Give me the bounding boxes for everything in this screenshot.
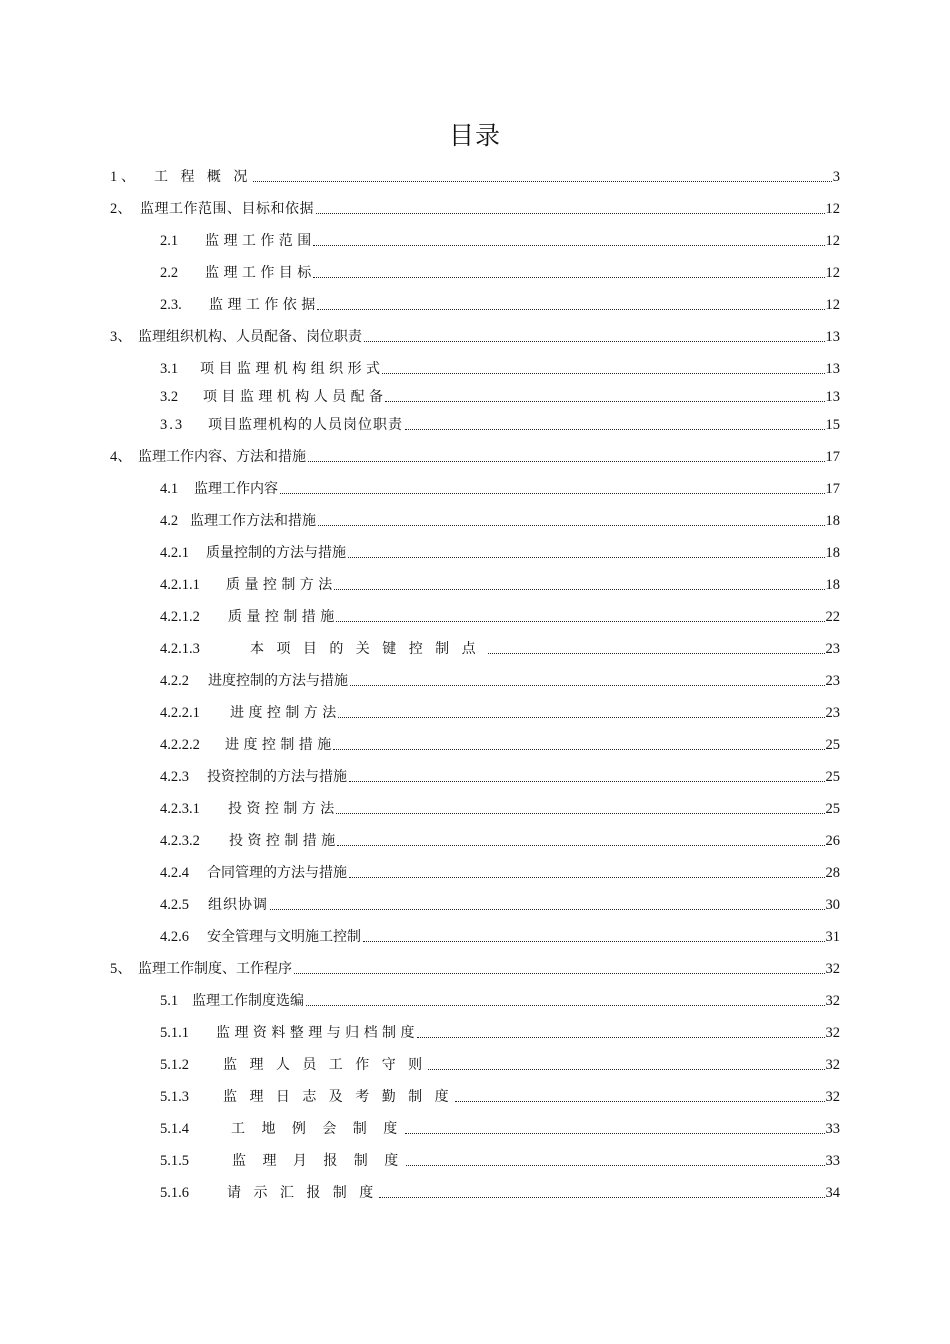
- toc-entry[interactable]: [160, 540, 840, 562]
- toc-entry-page: 28: [825, 865, 840, 881]
- toc-entry[interactable]: [160, 732, 840, 754]
- toc-leader-dots: [385, 401, 824, 402]
- toc-entry-page: 32: [825, 1057, 840, 1073]
- toc-entry[interactable]: [160, 1180, 840, 1202]
- toc-entry-page: 22: [825, 609, 840, 625]
- toc-entry-number: 4.2.5: [160, 897, 189, 913]
- toc-entry-label: 监理工作内容、方法和措施: [138, 449, 306, 465]
- toc-entry-label: 监理组织机构、人员配备、岗位职责: [138, 329, 362, 345]
- toc-entry-label: 投资控制的方法与措施: [207, 769, 347, 785]
- toc-leader-dots: [313, 277, 824, 278]
- toc-entry-page: 18: [825, 513, 840, 529]
- toc-entry[interactable]: [110, 956, 840, 978]
- toc-leader-dots: [405, 1133, 824, 1134]
- toc-entry[interactable]: [160, 1148, 840, 1170]
- toc-entry-label: 请 示 汇 报 制 度: [227, 1185, 378, 1201]
- toc-entry[interactable]: [160, 1052, 840, 1074]
- toc-entry-number: 2.1: [160, 233, 179, 249]
- toc-entry[interactable]: [110, 164, 840, 186]
- toc-leader-dots: [336, 813, 824, 814]
- toc-leader-dots: [405, 429, 825, 430]
- toc-entry-label: 质 量 控 制 方 法: [226, 577, 333, 593]
- toc-entry-label: 投 资 控 制 方 法: [228, 801, 335, 817]
- toc-entry-number: 5.1.5: [160, 1153, 189, 1169]
- toc-entry[interactable]: [160, 764, 840, 786]
- toc-entry[interactable]: [160, 892, 840, 914]
- toc-entry-label: 质量控制的方法与措施: [206, 545, 346, 561]
- toc-leader-dots: [348, 557, 825, 558]
- toc-leader-dots: [364, 341, 825, 342]
- toc-entry-number: 5、: [110, 961, 132, 977]
- toc-leader-dots: [349, 781, 825, 782]
- toc-entry[interactable]: [160, 828, 840, 850]
- toc-entry-label: 进 度 控 制 方 法: [230, 705, 337, 721]
- toc-entry-page: 12: [825, 297, 840, 313]
- toc-leader-dots: [270, 909, 825, 910]
- toc-entry[interactable]: [160, 796, 840, 818]
- toc-entry-number: 4.2.1: [160, 545, 189, 561]
- toc-entry-page: 17: [825, 481, 840, 497]
- toc-entry-label: 监理工作内容: [194, 481, 278, 497]
- toc-leader-dots: [338, 717, 824, 718]
- toc-entry-page: 32: [825, 1089, 840, 1105]
- toc-entry-page: 32: [825, 1025, 840, 1041]
- toc-entry-number: 4.1: [160, 481, 179, 497]
- toc-entry[interactable]: [160, 668, 840, 690]
- toc-entry[interactable]: [160, 988, 840, 1010]
- toc-entry[interactable]: [160, 292, 840, 314]
- toc-entry-number: 2、: [110, 201, 132, 217]
- toc-title: 目录: [448, 121, 501, 150]
- toc-entry-label: 进 度 控 制 措 施: [225, 737, 332, 753]
- toc-leader-dots: [379, 1197, 824, 1198]
- toc-entry-page: 13: [825, 329, 840, 345]
- toc-entry-number: 4.2.3.2: [160, 833, 200, 849]
- toc-entry-number: 3、: [110, 329, 132, 345]
- toc-entry-page: 12: [825, 233, 840, 249]
- toc-entry-number: 4.2.4: [160, 865, 189, 881]
- toc-entry-number: 2.2: [160, 265, 179, 281]
- toc-entry-page: 12: [825, 201, 840, 217]
- toc-entry[interactable]: [160, 412, 840, 434]
- toc-entry-number: 4.2.2.1: [160, 705, 200, 721]
- toc-entry[interactable]: [160, 356, 840, 378]
- toc-entry-number: 4.2: [160, 513, 179, 529]
- toc-entry-label: 监 理 人 员 工 作 守 则: [223, 1057, 427, 1073]
- toc-entry[interactable]: [160, 1116, 840, 1138]
- toc-entry-page: 34: [825, 1185, 840, 1201]
- toc-entry-page: 12: [825, 265, 840, 281]
- toc-entry[interactable]: [110, 444, 840, 466]
- toc-entry-page: 23: [825, 673, 840, 689]
- toc-entry-label: 合同管理的方法与措施: [207, 865, 347, 881]
- toc-entry-page: 3: [832, 169, 840, 185]
- toc-entry-page: 18: [825, 577, 840, 593]
- toc-leader-dots: [488, 653, 825, 654]
- toc-leader-dots: [455, 1101, 825, 1102]
- toc-entry[interactable]: [160, 1020, 840, 1042]
- toc-entry-label: 监 理 资 料 整 理 与 归 档 制 度: [216, 1025, 415, 1041]
- toc-leader-dots: [334, 589, 824, 590]
- toc-entry-number: 5.1.2: [160, 1057, 189, 1073]
- toc-leader-dots: [363, 941, 825, 942]
- toc-entry-label: 安全管理与文明施工控制: [207, 929, 361, 945]
- toc-leader-dots: [350, 685, 825, 686]
- toc-leader-dots: [253, 181, 831, 182]
- toc-leader-dots: [318, 525, 825, 526]
- toc-entry-number: 5.1.3: [160, 1089, 189, 1105]
- toc-entry-label: 工 程 概 况: [154, 169, 252, 185]
- toc-leader-dots: [336, 621, 824, 622]
- toc-leader-dots: [306, 1005, 825, 1006]
- toc-entry-number: 5.1: [160, 993, 179, 1009]
- toc-entry-label: 监 理 日 志 及 考 勤 制 度: [223, 1089, 453, 1105]
- toc-entry-page: 30: [825, 897, 840, 913]
- toc-leader-dots: [280, 493, 825, 494]
- toc-entry-number: 4.2.2: [160, 673, 189, 689]
- toc-entry-page: 25: [825, 737, 840, 753]
- toc-entry-label: 项目监理机构的人员岗位职责: [208, 417, 403, 433]
- toc-entry-page: 33: [825, 1153, 840, 1169]
- toc-entry-page: 26: [825, 833, 840, 849]
- toc-entry-label: 监理工作方法和措施: [190, 513, 316, 529]
- toc-leader-dots: [317, 309, 824, 310]
- toc-leader-dots: [333, 749, 824, 750]
- toc-entry[interactable]: [160, 604, 840, 626]
- toc-entry-number: 4.2.1.2: [160, 609, 200, 625]
- toc-entry-page: 32: [825, 993, 840, 1009]
- toc-entry-label: 组织协调: [208, 897, 268, 913]
- toc-leader-dots: [428, 1069, 824, 1070]
- toc-entry-number: 4.2.3: [160, 769, 189, 785]
- toc-entry[interactable]: [160, 1084, 840, 1106]
- toc-entry-number: 4.2.3.1: [160, 801, 200, 817]
- toc-entry[interactable]: [110, 324, 840, 346]
- toc-entry[interactable]: [160, 636, 840, 658]
- toc-entry-number: 4.2.1.3: [160, 641, 200, 657]
- toc-leader-dots: [349, 877, 825, 878]
- toc-entry-label: 项 目 监 理 机 构 组 织 形 式: [200, 361, 381, 377]
- toc-entry-page: 13: [825, 389, 840, 405]
- toc-entry-number: 1 、: [110, 169, 136, 185]
- toc-entry[interactable]: [160, 572, 840, 594]
- toc-entry-page: 25: [825, 769, 840, 785]
- toc-entry-page: 23: [825, 705, 840, 721]
- toc-entry[interactable]: [160, 260, 840, 282]
- toc-entry[interactable]: [160, 508, 840, 530]
- toc-entry-label: 项 目 监 理 机 构 人 员 配 备: [203, 389, 384, 405]
- toc-entry[interactable]: [160, 700, 840, 722]
- toc-entry[interactable]: [160, 228, 840, 250]
- toc-entry-page: 15: [825, 417, 840, 433]
- toc-entry[interactable]: [160, 476, 840, 498]
- toc-entry-label: 监理工作范围、目标和依据: [140, 201, 314, 217]
- toc-entry-label: 投 资 控 制 措 施: [229, 833, 336, 849]
- toc-entry[interactable]: [110, 196, 840, 218]
- toc-entry-label: 工 地 例 会 制 度: [231, 1121, 404, 1137]
- toc-entry-number: 3.2: [160, 389, 179, 405]
- toc-entry-number: 5.1.1: [160, 1025, 189, 1041]
- toc-leader-dots: [308, 461, 825, 462]
- toc-entry-number: 3.3: [160, 417, 185, 433]
- toc-entry-label: 监 理 工 作 范 围: [205, 233, 312, 249]
- toc-entry-page: 17: [825, 449, 840, 465]
- toc-leader-dots: [417, 1037, 825, 1038]
- toc-entry[interactable]: [160, 384, 840, 406]
- toc-entry-page: 25: [825, 801, 840, 817]
- toc-entry-number: 2.3.: [160, 297, 182, 313]
- toc-entry[interactable]: [160, 860, 840, 882]
- toc-entry-label: 质 量 控 制 措 施: [228, 609, 335, 625]
- toc-entry-number: 5.1.4: [160, 1121, 189, 1137]
- toc-entry-label: 进度控制的方法与措施: [208, 673, 348, 689]
- toc-leader-dots: [337, 845, 824, 846]
- toc-entry-label: 监理工作制度、工作程序: [138, 961, 292, 977]
- toc-entry-number: 4、: [110, 449, 132, 465]
- toc-entry-number: 4.2.1.1: [160, 577, 200, 593]
- toc-leader-dots: [313, 245, 824, 246]
- toc-leader-dots: [406, 1165, 824, 1166]
- toc-entry-number: 5.1.6: [160, 1185, 189, 1201]
- toc-entry-label: 监 理 工 作 目 标: [205, 265, 312, 281]
- toc-leader-dots: [294, 973, 825, 974]
- toc-entry-page: 31: [825, 929, 840, 945]
- toc-entry-label: 监 理 月 报 制 度: [232, 1153, 405, 1169]
- toc-entry-number: 4.2.6: [160, 929, 189, 945]
- toc-entry-page: 18: [825, 545, 840, 561]
- toc-entry-label: 监 理 工 作 依 据: [209, 297, 316, 313]
- toc-entry-page: 33: [825, 1121, 840, 1137]
- toc-entry-number: 3.1: [160, 361, 179, 377]
- toc-leader-dots: [316, 213, 825, 214]
- toc-entry[interactable]: [160, 924, 840, 946]
- toc-entry-number: 4.2.2.2: [160, 737, 200, 753]
- toc-leader-dots: [382, 373, 824, 374]
- toc-entry-page: 13: [825, 361, 840, 377]
- toc-entry-label: 监理工作制度选编: [192, 993, 304, 1009]
- toc-entry-label: 本 项 目 的 关 键 控 制 点: [250, 641, 480, 657]
- toc-entry-page: 32: [825, 961, 840, 977]
- toc-entry-page: 23: [825, 641, 840, 657]
